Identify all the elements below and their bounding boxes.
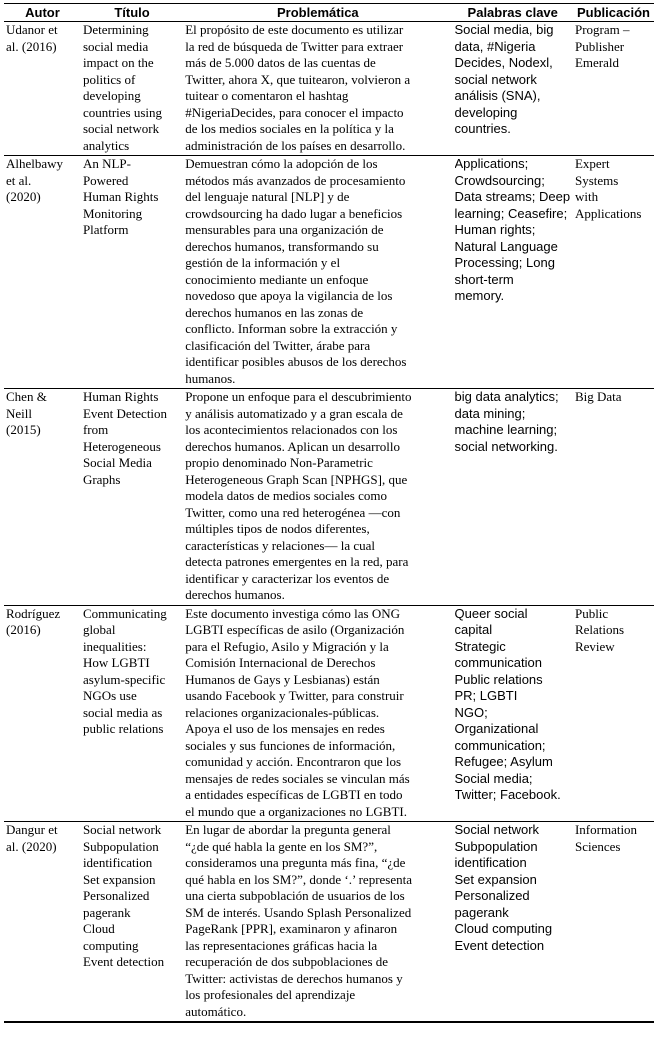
cell-palabras xyxy=(453,605,573,822)
cell-line: Natural Language xyxy=(454,238,558,254)
cell-autor xyxy=(4,22,81,156)
cell-line: al. (2016) xyxy=(6,38,57,54)
cell-line: Subpopulation xyxy=(82,838,159,854)
cell-line: Powered xyxy=(82,172,129,188)
cell-line: a entidades específicas de LGBTI en todo xyxy=(185,787,403,802)
cell-line: Data streams; Deep xyxy=(454,189,571,204)
cell-line: del lenguaje natural [NLP] y de xyxy=(185,189,350,204)
cell-line: humanos. xyxy=(185,370,236,386)
table-row xyxy=(4,605,654,822)
header-palabras-clave: Palabras clave xyxy=(453,4,573,22)
cell-line: countries using xyxy=(82,104,163,120)
cell-line: Rodríguez xyxy=(6,605,61,621)
cell-line: countries. xyxy=(454,121,511,136)
cell-titulo xyxy=(81,156,183,389)
cell-publicacion xyxy=(573,605,654,822)
cell-line: impact on the xyxy=(82,55,154,70)
cell-line: Personalized xyxy=(82,888,150,903)
cell-line: Twitter, ahora X, que tuitearon, volvieron a xyxy=(185,71,411,87)
cell-line: Social media; xyxy=(454,770,533,786)
cell-line: los profesionales del aprendizaje xyxy=(185,987,356,1002)
cell-line: communication; xyxy=(454,737,546,753)
cell-line: Processing; Long xyxy=(454,255,555,270)
cell-titulo xyxy=(81,605,183,822)
cell-line: Strategic xyxy=(454,638,506,654)
cell-line: Crowdsourcing; xyxy=(454,172,545,188)
cell-autor xyxy=(4,156,81,389)
cell-line: Publisher xyxy=(574,38,625,54)
cell-line: y análisis automatizado y a gran escala de xyxy=(185,405,403,421)
cell-line: Twitter, como una red heterogénea —con xyxy=(185,504,401,520)
header-titulo: Título xyxy=(81,4,183,22)
cell-line: usando Facebook y Twitter, para construir xyxy=(185,688,404,703)
cell-line: automático. xyxy=(185,1003,247,1019)
cell-autor xyxy=(4,822,81,1023)
cell-line: más de 5.000 datos de las cuentas de xyxy=(185,55,376,70)
cell-line: SM de interés. Usando Splash Personalized xyxy=(185,904,412,920)
cell-line: Alhelbawy xyxy=(6,156,64,171)
cell-problematica xyxy=(183,22,452,156)
cell-publicacion xyxy=(573,389,654,606)
cell-line: Communicating xyxy=(82,605,167,621)
table-row xyxy=(4,22,654,156)
cell-line: El propósito de este documento es utilizar xyxy=(185,22,404,37)
cell-line: NGOs use xyxy=(82,688,137,703)
cell-problematica xyxy=(183,389,452,606)
cell-line: memory. xyxy=(454,288,505,303)
cell-line: communication xyxy=(454,655,542,670)
cell-line: relaciones organizacionales-públicas. xyxy=(185,704,380,720)
cell-line: Queer social xyxy=(454,605,528,621)
cell-line: Emerald xyxy=(574,55,620,70)
cell-line: los acontecimientos relacionados con los xyxy=(185,422,398,437)
cell-line: data, #Nigeria xyxy=(454,38,536,54)
cell-line: et al. xyxy=(6,172,32,188)
cell-line: Dangur et xyxy=(6,822,58,837)
cell-line: pagerank xyxy=(454,904,509,920)
cell-line: Udanor et xyxy=(6,22,58,37)
cell-line: from xyxy=(82,422,109,437)
cell-palabras xyxy=(453,389,573,606)
cell-line: Information xyxy=(574,822,638,837)
cell-line: “¿de qué habla la gente en los SM?”, xyxy=(185,838,378,854)
cell-line: Big Data xyxy=(574,389,622,404)
cell-line: (2016) xyxy=(6,622,41,637)
literature-table xyxy=(4,3,654,1023)
cell-line: Humanos de Gays y Lesbianas) están xyxy=(185,671,380,687)
cell-line: Twitter: activistas de derechos humanos y xyxy=(185,970,403,986)
cell-line: Este documento investiga cómo las ONG xyxy=(185,605,401,621)
cell-line: social media as xyxy=(82,704,163,720)
cell-line: social networking. xyxy=(454,438,558,454)
cell-palabras xyxy=(453,156,573,389)
cell-line: politics of xyxy=(82,71,136,87)
cell-line: Social Media xyxy=(82,455,152,470)
cell-line: Expert xyxy=(574,156,610,171)
cell-line: Neill xyxy=(6,405,32,421)
cell-line: Social network xyxy=(82,822,162,837)
cell-line: Cloud computing xyxy=(454,921,553,936)
cell-line: analytics xyxy=(82,137,130,153)
cell-line: computing xyxy=(82,937,139,953)
cell-line: derechos humanos. Aplican un desarrollo xyxy=(185,438,400,454)
cell-titulo xyxy=(81,389,183,606)
cell-line: NGO; xyxy=(454,704,488,720)
header-problematica: Problemática xyxy=(183,4,452,22)
header-publicacion: Publicación xyxy=(573,4,654,22)
cell-line: Platform xyxy=(82,222,129,237)
cell-line: identification xyxy=(454,855,527,870)
cell-line: crowdsourcing ha dado lugar a beneficios xyxy=(185,205,403,221)
cell-line: #NigeriaDecides, para conocer el impacto xyxy=(185,104,404,120)
cell-line: big data analytics; xyxy=(454,389,559,404)
cell-line: En lugar de abordar la pregunta general xyxy=(185,822,391,837)
table-row xyxy=(4,389,654,606)
cell-line: social network xyxy=(454,71,537,87)
cell-line: conflicto. Informan sobre la extracción y xyxy=(185,321,398,336)
cell-line: métodos más avanzados de procesamiento xyxy=(185,172,406,188)
header-autor: Autor xyxy=(4,4,81,22)
cell-line: How LGBTI xyxy=(82,655,150,670)
cell-line: Human rights; xyxy=(454,222,536,237)
cell-line: tuitear o comentaron el hashtag xyxy=(185,88,349,103)
cell-line: la red de búsqueda de Twitter para extraer xyxy=(185,38,404,54)
cell-palabras xyxy=(453,822,573,1023)
cell-line: Relations xyxy=(574,622,625,637)
cell-line: modela datos de medios sociales como xyxy=(185,488,387,503)
cell-publicacion xyxy=(573,22,654,156)
cell-line: el mundo que a organizaciones no LGBTI. xyxy=(185,803,407,819)
cell-line: Review xyxy=(574,638,615,654)
cell-line: pagerank xyxy=(82,904,131,920)
table-row xyxy=(4,156,654,389)
cell-titulo xyxy=(81,22,183,156)
cell-autor xyxy=(4,389,81,606)
cell-line: Social network xyxy=(454,822,540,837)
cell-line: Program – xyxy=(574,22,630,37)
table-row xyxy=(4,822,654,1023)
cell-line: data mining; xyxy=(454,405,526,421)
cell-line: una cierta subpoblación de usuarios de los xyxy=(185,888,405,903)
cell-line: para el Refugio, Asilo y Migración y la xyxy=(185,638,389,654)
cell-line: Determining xyxy=(82,22,149,37)
cell-line: derechos humanos en las zonas de xyxy=(185,304,364,320)
cell-line: Graphs xyxy=(82,471,121,487)
cell-line: with xyxy=(574,189,599,204)
cell-line: Twitter; Facebook. xyxy=(454,787,561,802)
cell-line: Heterogeneous xyxy=(82,438,161,454)
cell-line: consideramos una pregunta más fina, “¿de xyxy=(185,855,406,870)
cell-problematica xyxy=(183,605,452,822)
cell-problematica xyxy=(183,822,452,1023)
cell-line: Demuestran cómo la adopción de los xyxy=(185,156,378,171)
cell-line: Applications; xyxy=(454,156,529,171)
cell-line: learning; Ceasefire; xyxy=(454,205,568,221)
cell-line: recuperación de dos subpoblaciones de xyxy=(185,954,389,969)
cell-line: Social media, big xyxy=(454,22,554,37)
cell-line: Decides, Nodexl, xyxy=(454,55,553,70)
cell-palabras xyxy=(453,22,573,156)
cell-line: Systems xyxy=(574,172,619,188)
cell-line: Event detection xyxy=(82,954,165,969)
cell-line: análisis (SNA), xyxy=(454,88,541,103)
cell-line: Public relations xyxy=(454,671,543,687)
cell-line: Set expansion xyxy=(454,871,537,887)
cell-line: Comisión Internacional de Derechos xyxy=(185,655,376,670)
cell-line: An NLP- xyxy=(82,156,131,171)
cell-line: qué habla en los SM?”, donde ‘.’ representa xyxy=(185,871,413,887)
cell-publicacion xyxy=(573,156,654,389)
cell-line: identification xyxy=(82,855,153,870)
cell-line: Public xyxy=(574,605,609,621)
cell-line: gestión de la información y el xyxy=(185,255,341,270)
cell-line: las representaciones gráficas hacia la xyxy=(185,937,378,953)
cell-line: características y relaciones— la cual xyxy=(185,537,376,553)
cell-line: Event Detection xyxy=(82,405,168,421)
cell-line: Personalized xyxy=(454,888,530,903)
cell-line: PageRank [PPR], examinaron y afinaron xyxy=(185,921,398,936)
cell-line: de los medios sociales en la política y la xyxy=(185,121,394,136)
cell-line: (2020) xyxy=(6,189,41,204)
cell-line: machine learning; xyxy=(454,422,558,437)
cell-line: múltiples tipos de nodos diferentes, xyxy=(185,521,370,536)
cell-line: detecta patrones emergentes en la red, para xyxy=(185,554,409,569)
table-body xyxy=(4,22,654,1023)
header-row xyxy=(4,4,654,22)
cell-line: clasificación del Twitter, árabe para xyxy=(185,337,371,353)
cell-line: Human Rights xyxy=(82,389,159,404)
cell-line: PR; LGBTI xyxy=(454,688,518,703)
cell-line: capital xyxy=(454,622,493,637)
cell-line: social media xyxy=(82,38,149,54)
cell-line: Monitoring xyxy=(82,205,143,221)
cell-line: Subpopulation xyxy=(454,838,538,854)
cell-line: Apoya el uso de los mensajes en redes xyxy=(185,721,385,736)
cell-line: asylum-specific xyxy=(82,671,166,687)
cell-line: developing xyxy=(82,88,141,103)
cell-line: Human Rights xyxy=(82,189,159,204)
cell-line: inequalities: xyxy=(82,638,147,654)
cell-publicacion xyxy=(573,822,654,1023)
cell-line: LGBTI específicas de asilo (Organización xyxy=(185,622,405,637)
cell-line: Chen & xyxy=(6,389,47,404)
cell-line: Propone un enfoque para el descubrimiento xyxy=(185,389,412,404)
cell-line: global xyxy=(82,622,116,637)
cell-autor xyxy=(4,605,81,822)
cell-titulo xyxy=(81,822,183,1023)
cell-line: developing xyxy=(454,104,518,120)
cell-line: Applications xyxy=(574,205,642,221)
cell-line: Organizational xyxy=(454,721,539,736)
cell-line: administración de los países en desarrollo. xyxy=(185,137,406,153)
cell-line: public relations xyxy=(82,721,164,736)
cell-line: short-term xyxy=(454,271,514,287)
cell-line: mensurables para una organización de xyxy=(185,222,384,237)
cell-line: social network xyxy=(82,121,160,136)
cell-line: derechos humanos, transformando su xyxy=(185,238,379,254)
cell-line: propio denominado Non-Parametric xyxy=(185,455,373,470)
cell-line: Event detection xyxy=(454,937,545,953)
cell-line: (2015) xyxy=(6,422,41,437)
cell-line: sociales y sus funciones de información, xyxy=(185,737,396,753)
cell-line: identificar posibles abusos de los derechos xyxy=(185,354,407,369)
cell-problematica xyxy=(183,156,452,389)
cell-line: Cloud xyxy=(82,921,115,936)
cell-line: conocimiento mediante un enfoque xyxy=(185,271,369,287)
cell-line: Sciences xyxy=(574,838,621,854)
cell-line: mensajes de redes sociales se vinculan más xyxy=(185,770,410,786)
cell-line: comunidad y acción. Encontraron que los xyxy=(185,754,402,769)
cell-line: novedoso que apoya la vigilancia de los xyxy=(185,288,393,303)
cell-line: derechos humanos. xyxy=(185,587,285,602)
cell-line: Heterogeneous Graph Scan [NPHGS], que xyxy=(185,471,408,487)
cell-line: Refugee; Asylum xyxy=(454,754,553,769)
cell-line: identificar y caracterizar los eventos de xyxy=(185,570,390,586)
cell-line: al. (2020) xyxy=(6,838,57,854)
cell-line: Set expansion xyxy=(82,871,156,887)
